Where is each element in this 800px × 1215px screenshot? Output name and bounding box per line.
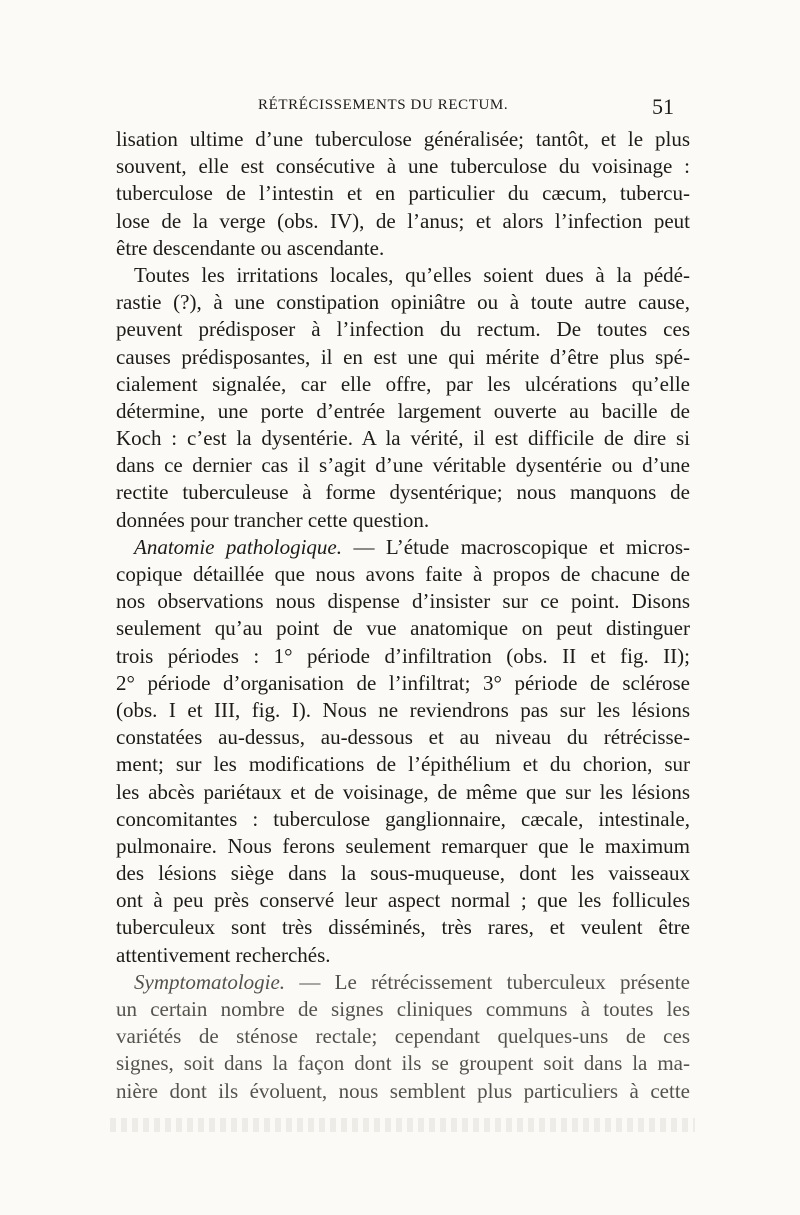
text-line: tuberculose de l’intestin et en particulier du cæcum, tubercu-: [116, 181, 690, 206]
text-line: les abcès pariétaux et de voisinage, de même que sur les lésions: [116, 779, 690, 804]
text-line: copique détaillée que nous avons faite à propos de chacune de: [116, 562, 690, 586]
text-line: rectite tuberculeuse à forme dysentérique; nous manquons de: [116, 480, 690, 505]
text-line: lose de la verge (obs. IV), de l’anus; et alors l’infection peut: [116, 208, 690, 233]
text-line: lisation ultime d’une tuberculose généralisée; tantôt, et le plus: [116, 127, 690, 151]
text-line: nos observations nous dispense d’insister sur ce point. Disons: [116, 589, 690, 614]
text-line: souvent, elle est consécutive à une tuberculose du voisinage :: [116, 154, 690, 179]
section-heading-anatomie: Anatomie pathologique.: [134, 534, 342, 559]
text-line: seulement qu’au point de vue anatomique on peut distinguer: [116, 616, 690, 641]
text-line: tuberculeux sont très disséminés, très rares, et veulent être: [116, 915, 690, 940]
body-text: [116, 126, 690, 1105]
text-line: causes prédisposantes, il en est une qui mérite d’être plus spé-: [116, 344, 690, 369]
text-line: 2° période d’organisation de l’infiltrat; 3° période de sclérose: [116, 670, 690, 695]
text-line: trois périodes : 1° période d’infiltration (obs. II et fig. II);: [116, 643, 690, 668]
section-heading-symptomatologie: Symptomatologie.: [134, 969, 286, 994]
text-line: concomitantes : tuberculose ganglionnaire, cæcale, intestinale,: [116, 806, 690, 831]
text-line: peuvent prédisposer à l’infection du rectum. De toutes ces: [116, 317, 690, 342]
text-line: [116, 969, 690, 996]
text-line: Toutes les irritations locales, qu’elles soient dues à la pédé-: [134, 262, 690, 287]
text-line: attentivement recherchés.: [116, 942, 331, 967]
text-line: dans ce dernier cas il s’agit d’une véritable dysentérie ou d’une: [116, 453, 690, 478]
show-through-text: [110, 1118, 695, 1132]
text-line: rastie (?), à une constipation opiniâtre ou à toute autre cause,: [116, 290, 690, 315]
text-line: données pour trancher cette question.: [116, 507, 430, 532]
text-fragment: — L’étude macroscopique et micros-: [342, 534, 690, 559]
text-line: détermine, une porte d’entrée largement ouverte au bacille de: [116, 398, 690, 423]
text-line: (obs. I et III, fig. I). Nous ne reviendrons pas sur les lésions: [116, 697, 690, 722]
text-line: un certain nombre de signes cliniques communs à toutes les: [116, 997, 690, 1021]
text-line: ment; sur les modifications de l’épithélium et du chorion, sur: [116, 752, 690, 777]
text-line: nière dont ils évoluent, nous semblent plus particuliers à cette: [116, 1078, 690, 1103]
text-line: pulmonaire. Nous ferons seulement remarquer que le maximum: [116, 833, 690, 858]
text-line: Koch : c’est la dysentérie. A la vérité, il est difficile de dire si: [116, 426, 690, 451]
running-title: RÉTRÉCISSEMENTS DU RECTUM.: [258, 97, 509, 113]
text-line: être descendante ou ascendante.: [116, 235, 385, 260]
text-line: signes, soit dans la façon dont ils se groupent soit dans la ma-: [116, 1051, 690, 1076]
text-line: [116, 534, 690, 561]
text-line: variétés de sténose rectale; cependant quelques-uns de ces: [116, 1024, 690, 1049]
text-fragment: — Le rétrécissement tuberculeux présente: [285, 969, 690, 994]
text-line: cialement signalée, car elle offre, par les ulcérations qu’elle: [116, 371, 690, 396]
text-line: des lésions siège dans la sous-muqueuse, dont les vaisseaux: [116, 861, 690, 886]
text-line: ont à peu près conservé leur aspect normal ; que les follicules: [116, 888, 690, 913]
page-number: 51: [652, 94, 674, 119]
text-line: constatées au-dessus, au-dessous et au niveau du rétrécisse-: [116, 725, 690, 750]
